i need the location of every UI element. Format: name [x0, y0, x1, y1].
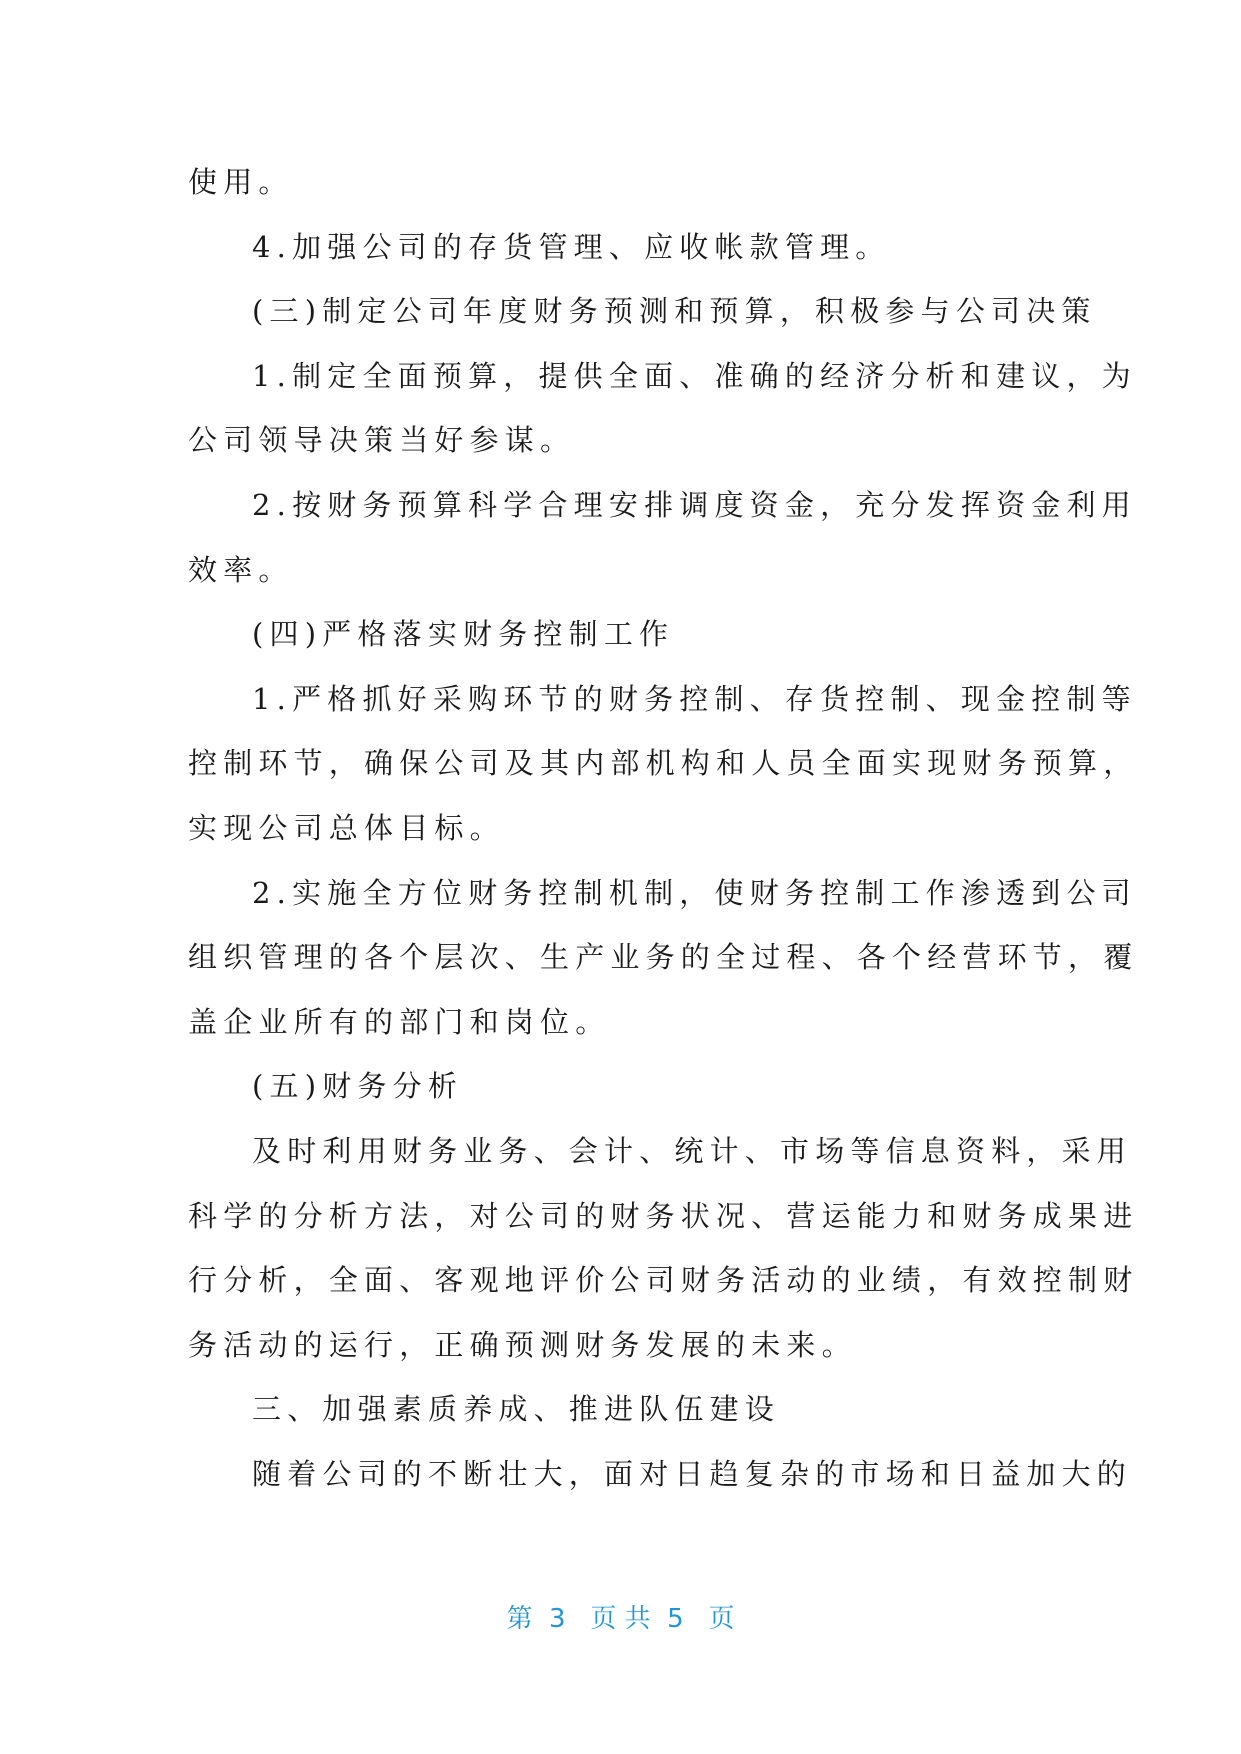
- text-line: 行分析，全面、客观地评价公司财务活动的业绩，有效控制财: [188, 1263, 1139, 1298]
- text-line: 实现公司总体目标。: [188, 810, 505, 845]
- text-line: 科学的分析方法，对公司的财务状况、营运能力和财务成果进: [188, 1198, 1139, 1233]
- text-line: 及时利用财务业务、会计、统计、市场等信息资料，采用: [252, 1133, 1133, 1168]
- text-line: 公司领导决策当好参谋。: [188, 423, 576, 458]
- section-heading: (五)财务分析: [252, 1069, 464, 1104]
- section-heading: (四)严格落实财务控制工作: [252, 617, 675, 652]
- document-body: [188, 150, 1139, 1506]
- text-line: 务活动的运行，正确预测财务发展的未来。: [188, 1327, 857, 1362]
- text-line: 效率。: [188, 552, 294, 587]
- text-line: 2.实施全方位财务控制机制，使财务控制工作渗透到公司: [252, 875, 1137, 910]
- section-heading: 三、加强素质养成、推进队伍建设: [252, 1392, 781, 1427]
- text-line: 1.制定全面预算，提供全面、准确的经济分析和建议，为: [252, 358, 1137, 393]
- text-line: 4.加强公司的存货管理、应收帐款管理。: [252, 229, 891, 264]
- text-line: 组织管理的各个层次、生产业务的全过程、各个经营环节，覆: [188, 940, 1139, 975]
- text-line: 盖企业所有的部门和岗位。: [188, 1004, 611, 1039]
- text-line: 1.严格抓好采购环节的财务控制、存货控制、现金控制等: [252, 681, 1137, 716]
- text-line: 随着公司的不断壮大，面对日趋复杂的市场和日益加大的: [252, 1456, 1133, 1491]
- section-heading: (三)制定公司年度财务预测和预算，积极参与公司决策: [252, 294, 1097, 329]
- text-line: 2.按财务预算科学合理安排调度资金，充分发挥资金利用: [252, 487, 1137, 522]
- text-line: 使用。: [188, 165, 294, 199]
- page-footer: 第 3 页 共 5 页: [506, 1604, 735, 1634]
- text-line: 控制环节，确保公司及其内部机构和人员全面实现财务预算，: [188, 746, 1139, 781]
